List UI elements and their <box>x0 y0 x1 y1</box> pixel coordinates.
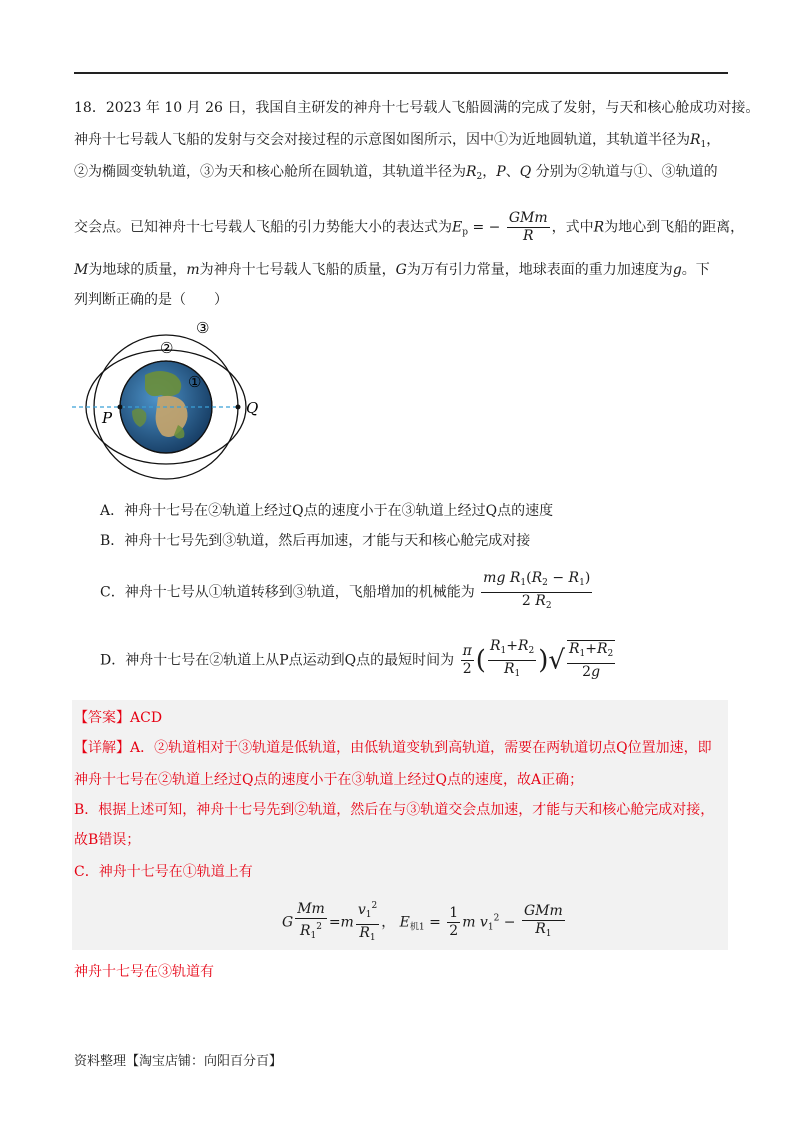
detail-c-next: 神舟十七号在③轨道有 <box>74 964 214 980</box>
footer-source: 资料整理【淘宝店铺：向阳百分百】 <box>74 1054 283 1069</box>
orbit-diagram <box>70 315 270 495</box>
question-line-6: 列判断正确的是（ ） <box>74 292 228 308</box>
option-d: D．神舟十七号在②轨道上从P点运动到Q点的最短时间为 $\frac{\pi}{2}$ ( $\frac{R_1+R_2}{R_1}$ )√ $\frac{R_1+R_2}{2g}$ <box>100 638 614 680</box>
option-b: B．神舟十七号先到③轨道，然后再加速，才能与天和核心舱完成对接 <box>100 533 531 549</box>
detail-b-line-1: B．根据上述可知，神舟十七号先到②轨道，然后在与③轨道交会点加速，才能与天和核心舱完成对接， <box>74 802 715 818</box>
option-c-fraction: $\frac{mg R_1(R_2 - R_1)}{2 R_2}$ <box>483 570 591 611</box>
detail-a-line-1: 【详解】A．②轨道相对于③轨道是低轨道，由低轨道变轨到高轨道，需要在两轨道切点Q位置加速，即 <box>74 740 712 756</box>
point-p-dot <box>118 405 123 410</box>
question-line-3: ②为椭圆变轨轨道，③为天和核心舱所在圆轨道，其轨道半径为$R_2$，P、Q 分别为②轨道与①、③轨道的 <box>74 164 718 182</box>
option-a: A．神舟十七号在②轨道上经过Q点的速度小于在③轨道上经过Q点的速度 <box>100 503 554 519</box>
orbit-1-equations: G $\frac{Mm}{R_1^2}$ =m $\frac{v_1^2}{R_1}$ ， $E_{机1}$ = $\frac{1}{2}$ m $v_1^2$ − $\frac{\text{GMm}}{R_1}$ <box>282 898 567 947</box>
question-line-1: 18．2023 年 10 月 26 日，我国自主研发的神舟十七号载人飞船圆满的完成了发射，与天和核心舱成功对接。 <box>74 100 760 116</box>
label-q: Q <box>246 399 259 417</box>
detail-c-line: C．神舟十七号在①轨道上有 <box>74 864 253 880</box>
potential-energy-fraction: $\frac{\text{GMm}}{R}$ <box>508 210 548 244</box>
label-p: P <box>102 409 113 427</box>
question-line-2: 神舟十七号载人飞船的发射与交会对接过程的示意图如图所示，因中①为近地圆轨道，其轨道半径为$R_1$， <box>74 132 721 150</box>
label-orbit-1: ① <box>188 373 202 391</box>
label-orbit-2: ② <box>160 339 174 357</box>
option-c: C．神舟十七号从①轨道转移到③轨道，飞船增加的机械能为 $\frac{mg R_1(R_2 - R_1)}{2 R_2}$ <box>100 570 594 615</box>
point-q-dot <box>236 405 241 410</box>
detail-b-line-2: 故B错误； <box>74 832 141 848</box>
top-rule <box>74 72 728 74</box>
answer-label: 【答案】ACD <box>74 710 163 726</box>
label-orbit-3: ③ <box>196 319 210 337</box>
detail-a-line-2: 神舟十七号在②轨道上经过Q点的速度小于在③轨道上经过Q点的速度，故A正确； <box>74 772 584 788</box>
question-line-5: M为地球的质量，m为神舟十七号载人飞船的质量，G为万有引力常量，地球表面的重力加速度为g。下 <box>74 262 710 278</box>
question-line-4: 交会点。已知神舟十七号载人飞船的引力势能大小的表达式为$E_p$ = − $\frac{\text{GMm}}{R}$ ，式中R为地心到飞船的距离， <box>74 210 745 244</box>
